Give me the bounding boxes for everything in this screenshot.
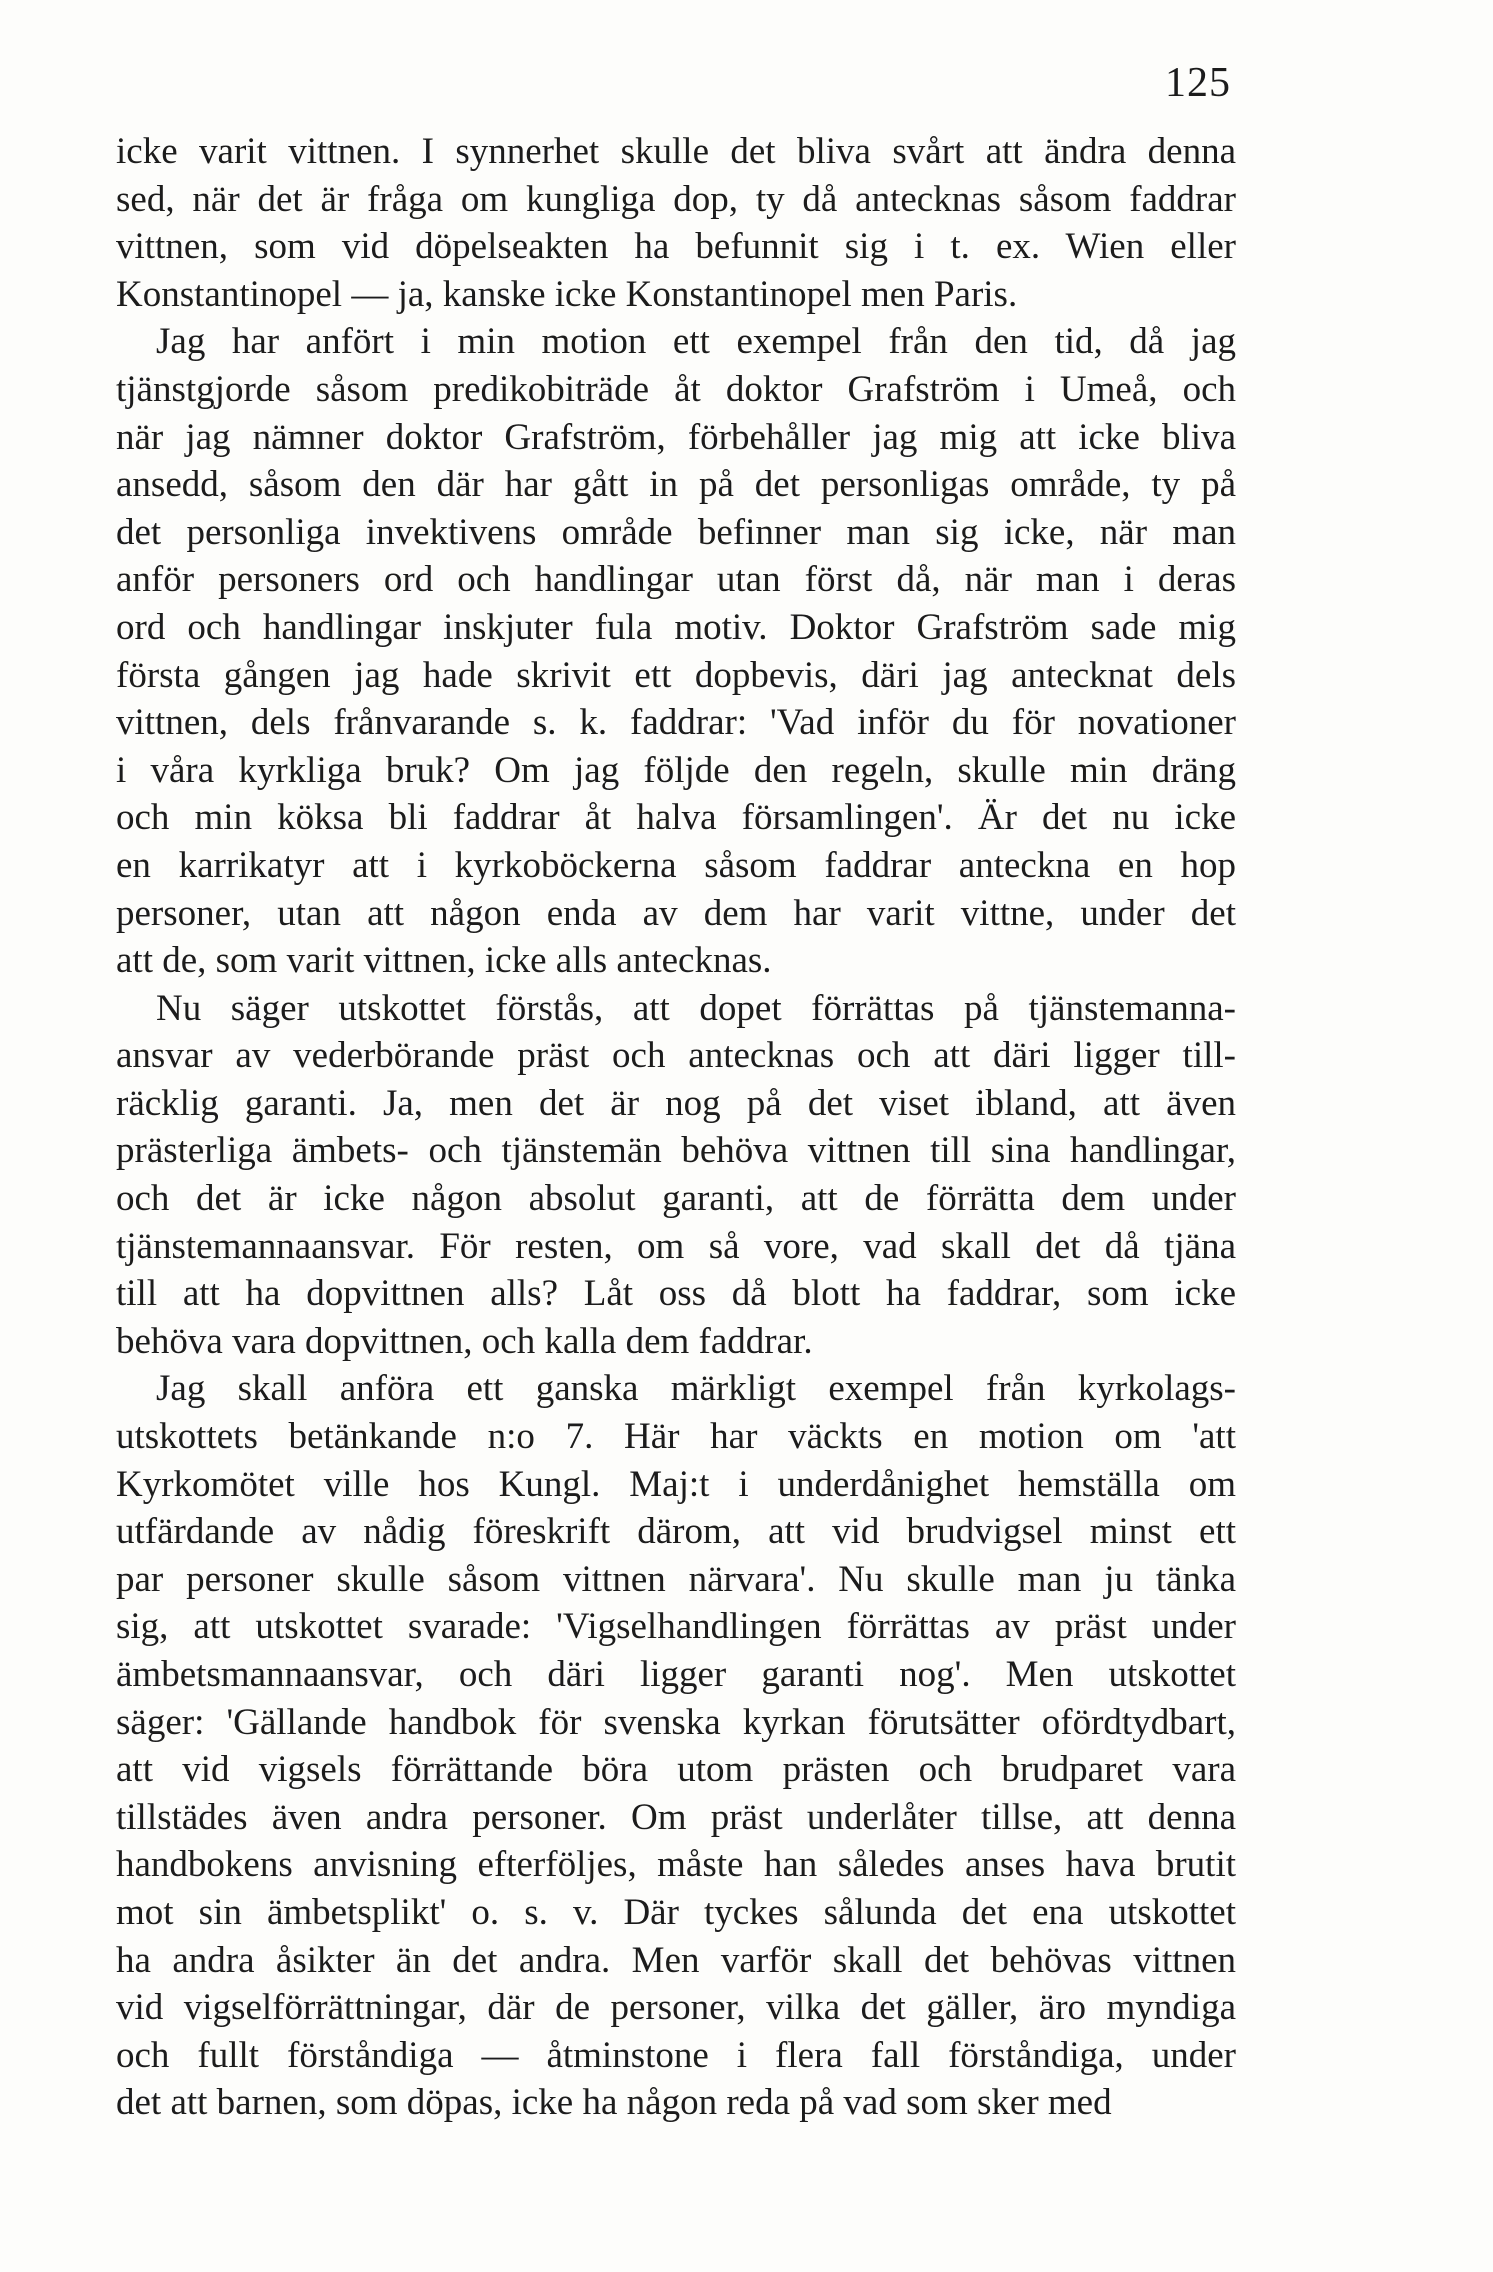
text-line: det personliga invektivens område befinner man sig icke, när man: [116, 511, 1236, 553]
text-line: vittnen, som vid döpelseakten ha befunnit sig i t. ex. Wien eller: [116, 226, 1236, 268]
text-line: Nu säger utskottet förstås, att dopet förrättas på tjänstemanna-: [156, 987, 1236, 1029]
text-line: Jag skall anföra ett ganska märkligt exempel från kyrkolags-: [156, 1368, 1236, 1410]
text-line: räcklig garanti. Ja, men det är nog på det viset ibland, att även: [116, 1082, 1236, 1124]
text-line: tjänstgjorde såsom predikobiträde åt doktor Grafström i Umeå, och: [116, 368, 1236, 410]
paragraph: [116, 318, 1236, 984]
text-line: icke varit vittnen. I synnerhet skulle det bliva svårt att ändra denna: [116, 131, 1236, 172]
text-line: anför personers ord och handlingar utan först då, när man i deras: [116, 559, 1236, 601]
text-line: säger: 'Gällande handbok för svenska kyrkan förutsätter ofördtydbart,: [116, 1701, 1236, 1743]
paragraph: [116, 985, 1236, 1366]
paragraph: [116, 128, 1236, 318]
text-line: prästerliga ämbets- och tjänstemän behöva vittnen till sina handlingar,: [116, 1130, 1236, 1172]
text-line: sig, att utskottet svarade: 'Vigselhandlingen förrättas av präst under: [116, 1606, 1236, 1648]
text-line: tjänstemannaansvar. För resten, om så vore, vad skall det då tjäna: [116, 1225, 1236, 1267]
text-line: och fullt förståndiga — åtminstone i flera fall förståndiga, under: [116, 2034, 1236, 2076]
text-line: en karrikatyr att i kyrkoböckerna såsom faddrar anteckna en hop: [116, 844, 1236, 886]
text-line: Jag har anfört i min motion ett exempel från den tid, då jag: [156, 321, 1236, 363]
text-line: behöva vara dopvittnen, och kalla dem faddrar.: [116, 1320, 813, 1362]
text-line: mot sin ämbetsplikt' o. s. v. Där tyckes sålunda det ena utskottet: [116, 1891, 1236, 1933]
text-line: utskottets betänkande n:o 7. Här har väckts en motion om 'att: [116, 1416, 1236, 1458]
paragraph: [116, 1365, 1236, 2127]
text-line: par personer skulle såsom vittnen närvara'. Nu skulle man ju tänka: [116, 1558, 1236, 1600]
text-line: Konstantinopel — ja, kanske icke Konstantinopel men Paris.: [116, 273, 1018, 315]
text-line: tillstädes även andra personer. Om präst underlåter tillse, att denna: [116, 1796, 1236, 1838]
text-line: personer, utan att någon enda av dem har varit vittne, under det: [116, 892, 1236, 934]
text-line: utfärdande av nådig föreskrift därom, att vid brudvigsel minst ett: [116, 1511, 1236, 1553]
text-line: ha andra åsikter än det andra. Men varför skall det behövas vittnen: [116, 1939, 1236, 1981]
text-line: ämbetsmannaansvar, och däri ligger garanti nog'. Men utskottet: [116, 1654, 1236, 1695]
text-line: ansedd, såsom den där har gått in på det personligas område, ty på: [116, 464, 1236, 506]
text-line: handbokens anvisning efterföljes, måste han således anses hava brutit: [116, 1844, 1236, 1886]
text-line: ansvar av vederbörande präst och antecknas och att däri ligger till-: [116, 1035, 1236, 1077]
text-line: det att barnen, som döpas, icke ha någon reda på vad som sker med: [116, 2082, 1112, 2124]
text-line: sed, när det är fråga om kungliga dop, ty då antecknas såsom faddrar: [116, 178, 1236, 220]
page-number: 125: [1165, 60, 1231, 106]
text-line: i våra kyrkliga bruk? Om jag följde den regeln, skulle min dräng: [116, 749, 1236, 791]
body-text: [116, 128, 1236, 2127]
text-line: att de, som varit vittnen, icke alls antecknas.: [116, 940, 772, 982]
text-line: första gången jag hade skrivit ett dopbevis, däri jag antecknat dels: [116, 654, 1236, 696]
text-line: när jag nämner doktor Grafström, förbehåller jag mig att icke bliva: [116, 416, 1236, 458]
text-line: att vid vigsels förrättande böra utom prästen och brudparet vara: [116, 1749, 1236, 1791]
text-line: och min köksa bli faddrar åt halva församlingen'. Är det nu icke: [116, 797, 1236, 839]
text-line: vid vigselförrättningar, där de personer, vilka det gäller, äro myndiga: [116, 1987, 1236, 2029]
text-line: till att ha dopvittnen alls? Låt oss då blott ha faddrar, som icke: [116, 1273, 1236, 1315]
text-line: och det är icke någon absolut garanti, att de förrätta dem under: [116, 1178, 1236, 1220]
text-line: vittnen, dels frånvarande s. k. faddrar: 'Vad inför du för novationer: [116, 702, 1236, 744]
text-line: ord och handlingar inskjuter fula motiv. Doktor Grafström sade mig: [116, 606, 1236, 648]
text-line: Kyrkomötet ville hos Kungl. Maj:t i underdånighet hemställa om: [116, 1463, 1236, 1505]
